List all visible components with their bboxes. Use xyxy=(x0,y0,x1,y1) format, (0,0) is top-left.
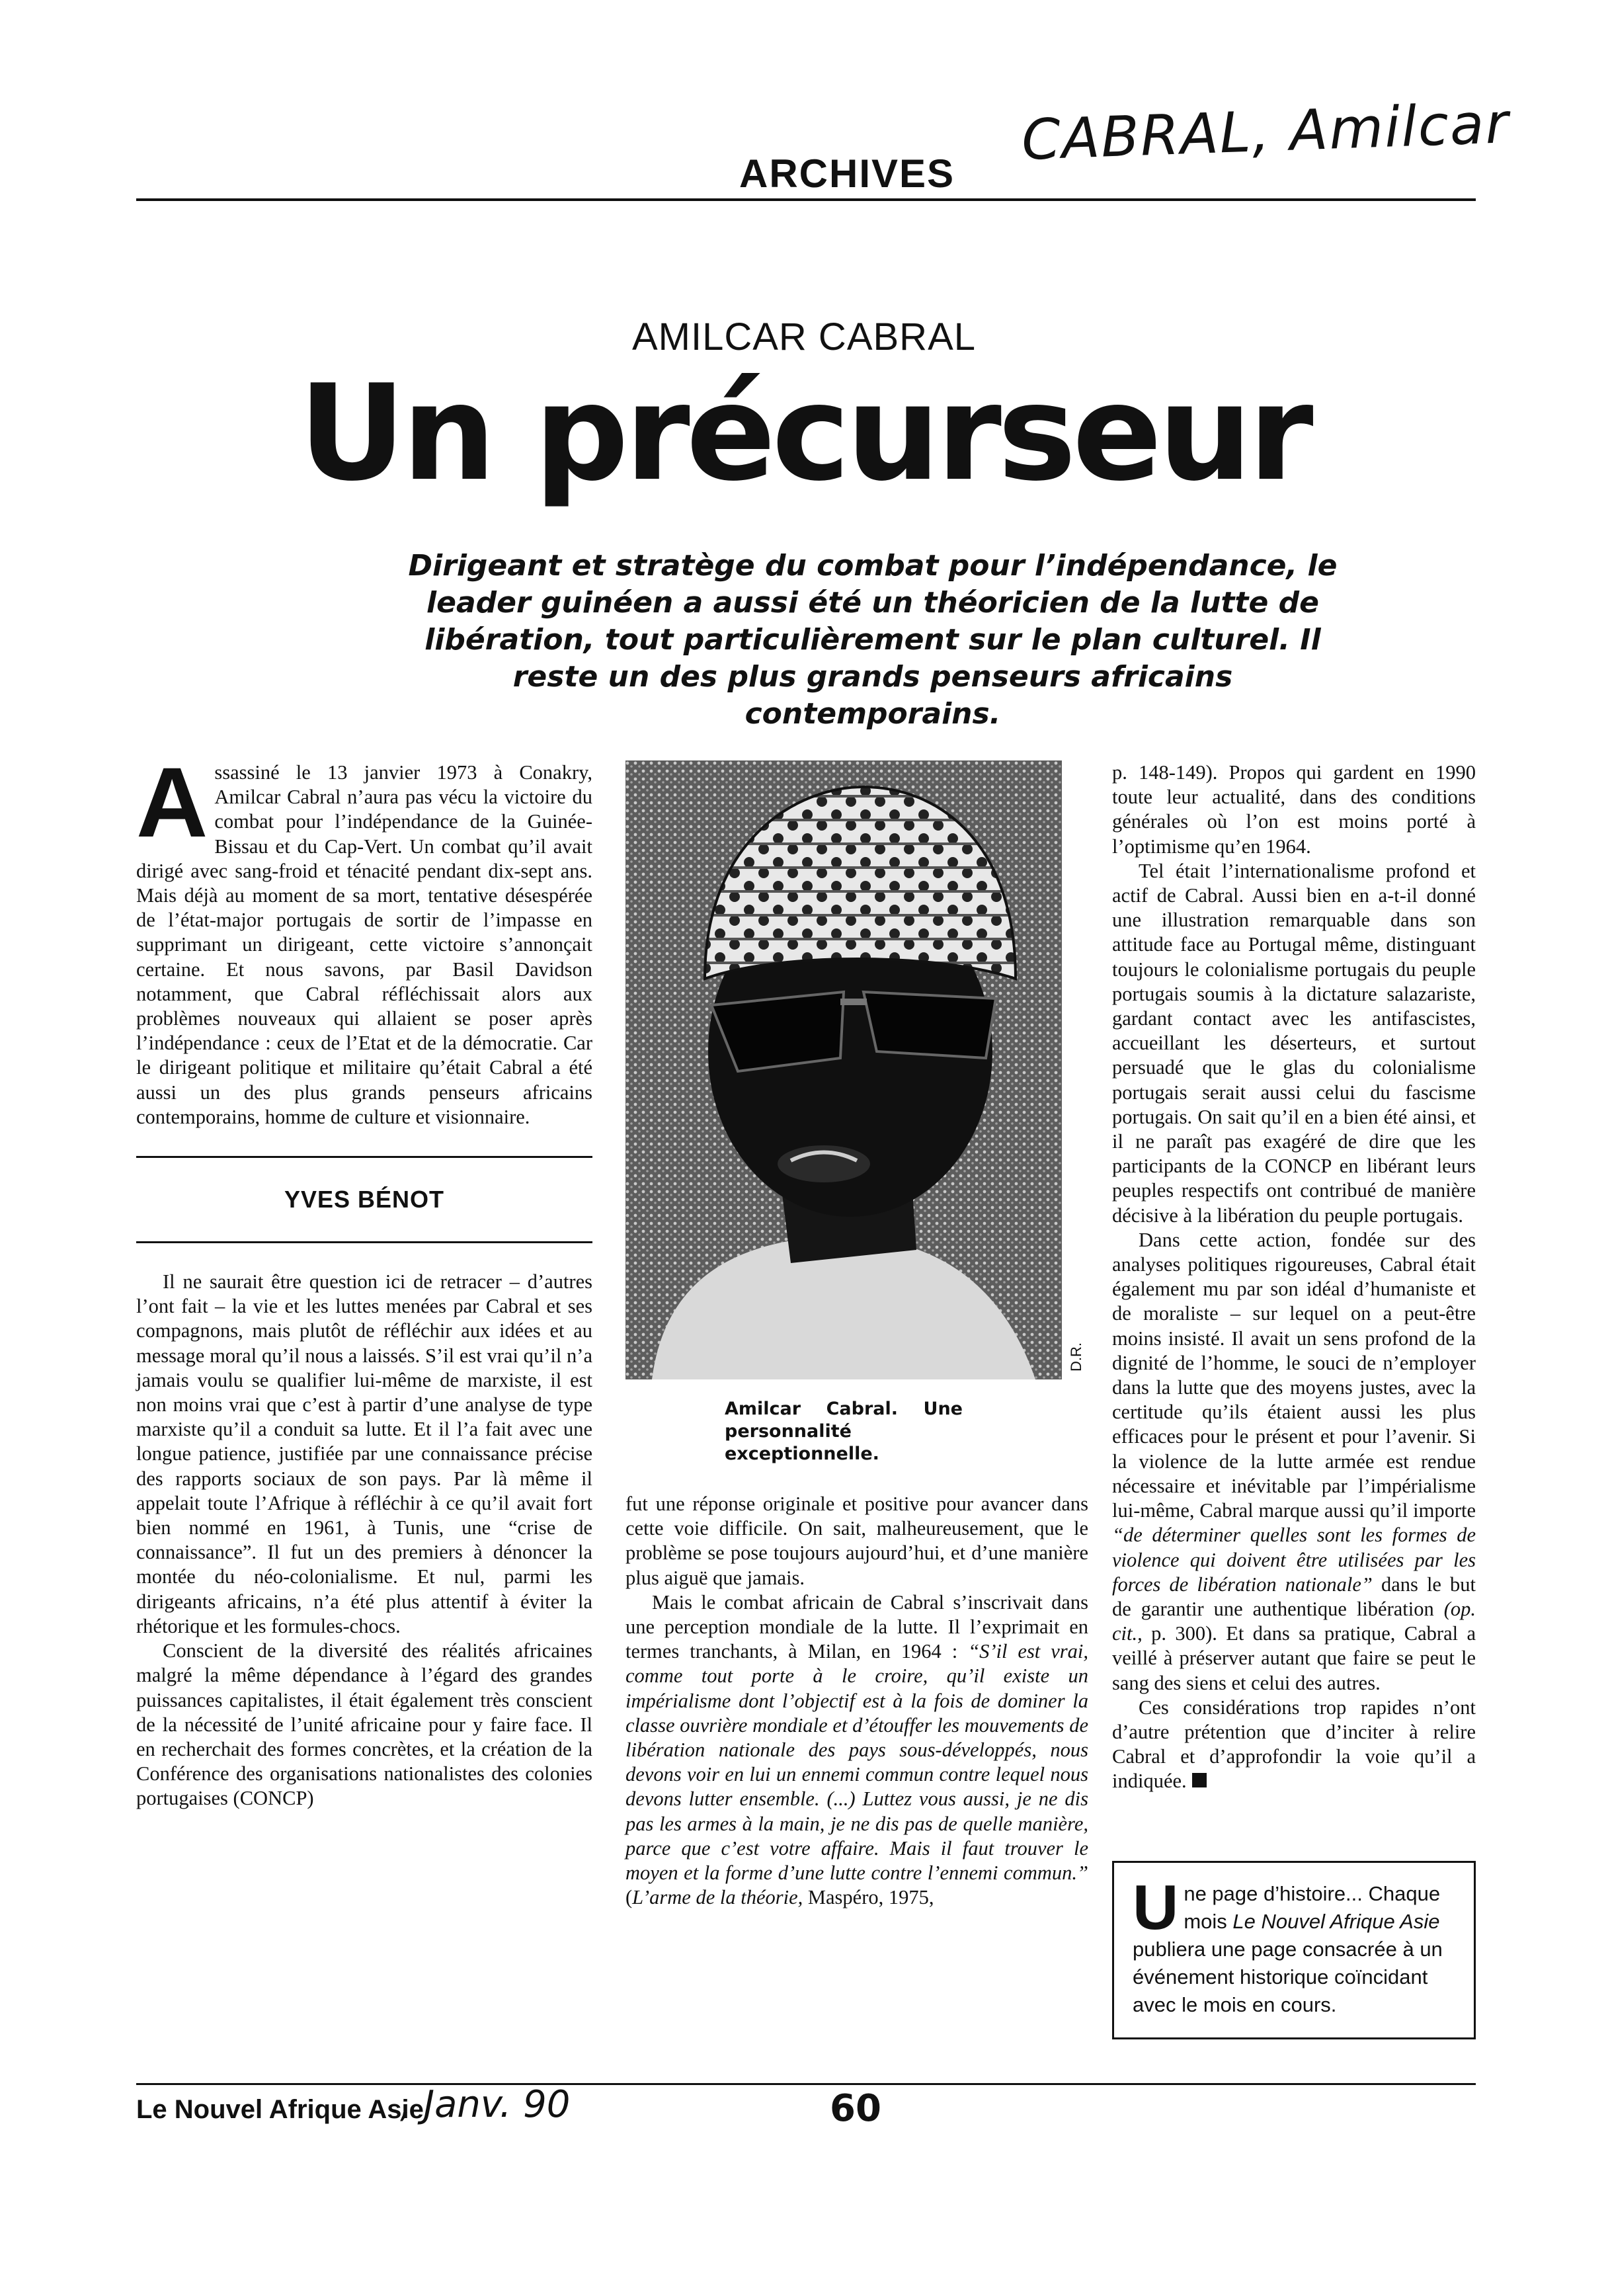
article-lede: Dirigeant et stratège du combat pour l’indépendance, le leader guinéen a aussi été un théoricien de la lutte de libération, tout particulièrement sur le plan culturel. Il reste un des plus grands penseurs africains contemporains. xyxy=(408,549,1338,731)
article-column-3 xyxy=(1112,760,1476,1794)
body-paragraph: Mais le combat africain de Cabral s’inscrivait dans une perception mondiale de la lutte. Il l’exprimait en termes tranchants, à Milan, en 1964 : “S’il est vrai, comme tout porte à le croire, qu’il existe un impérialisme dont l’objectif est à la fois de dominer la classe ouvrière mondiale et d’étouffer les mouvements de libération nationale des pays sous-développés, nous devons voir en lui un ennemi commun contre lequel nous devons lutter ensemble. (...) Luttez vous aussi, je ne dis pas les armes à la main, je ne dis pas de quelle manière, parce que c’est votre affaire. Mais il faut trouver le moyen et la forme d’une lutte contre l’ennemi commun.” (L’arme de la théorie, Maspéro, 1975, xyxy=(625,1590,1088,1909)
publication-name: Le Nouvel Afrique Asie xyxy=(136,2095,424,2124)
body-paragraph: Il ne saurait être question ici de retracer – d’autres l’ont fait – la vie et les luttes menées par Cabral et ses compagnons, mais plutôt de réfléchir aux idées et au message moral qu’il nous a laissés. S’il est vrai qu’il n’a jamais voulu se qualifier lui-même de marxiste, il est non moins vrai que c’est à partir d’une analyse de type marxiste qu’il a conduit sa lutte. Et il l’a fait avec une longue patience, justifiée par une connaissance précise des rapports sociaux de son pays. Par là même il appelait toute l’Afrique à réfléchir à ce qu’il avait fort bien nommé en 1961, à Tunis, une “crise de connaissance”. Il fut un des premiers à dénoncer la montée du néo-colonialisme. Et nul, parmi les dirigeants africains, n’a été plus attentif à éviter la rhétorique et les formules-chocs. xyxy=(136,1270,592,1637)
byline-box xyxy=(136,1156,592,1243)
photo-credit: D.R. xyxy=(1067,1342,1084,1372)
handwritten-date: , Janv. 90 xyxy=(400,2083,571,2126)
promo-box: Une page d’histoire... Chaque mois Le Nouvel Afrique Asie publiera une page consacrée à un événement historique coïncidant avec le mois en cours. xyxy=(1112,1861,1476,2039)
drop-cap: A xyxy=(136,747,208,858)
section-label: ARCHIVES xyxy=(739,151,955,196)
magazine-name: Le Nouvel Afrique Asie xyxy=(1232,1910,1440,1933)
article-kicker: AMILCAR CABRAL xyxy=(631,315,977,358)
header-rule xyxy=(136,198,1476,201)
cabral-quote: “S’il est vrai, comme tout porte à le croire, qu’il existe un impérialisme dont l’objectif est à la fois de dominer la classe ouvrière mondiale et d’étouffer les mouvements de libération nationale des pays sous-développés, nous devons voir en lui un ennemi commun contre lequel nous devons lutter ensemble. (...) Luttez vous aussi, je ne dis pas les armes à la main, je ne dis pas de quelle manière, parce que c’est votre affaire. Mais il faut trouver le moyen et la forme d’une lutte contre l’ennemi commun.” xyxy=(625,1640,1088,1885)
article-column-2 xyxy=(625,760,1088,1910)
citation: (op. cit., xyxy=(1112,1597,1476,1645)
photo-caption: Amilcar Cabral. Une personnalité exceptionnelle. xyxy=(725,1399,963,1464)
body-paragraph: Conscient de la diversité des réalités africaines malgré la même dépendance à l’égard des grandes puissances capitalistes, il était également très conscient de la nécessité de l’unité africaine pour y faire face. Il en recherchait des formes concrètes, et la création de la Conférence des organisations nationalistes des colonies portugaises (CONCP) xyxy=(136,1639,592,1810)
body-paragraph: Tel était l’internationalisme profond et actif de Cabral. Aussi bien en a-t-il donné une illustration remarquable dans son attitude face au Portugal même, distinguant toujours le colonialisme portugais du peuple portugais soumis à la dictature salazariste, gardant contact avec les antifascistes, accueillant les déserteurs, et surtout persuadé que le glas du colonialisme portugais serait aussi celui du fascisme portugais. On sait qu’il en a bien été ainsi, et il ne paraît pas exagéré de dire que les participants de la CONCP en libérant leurs peuples respectifs ont contribué de manière décisive à la libération du peuple portugais. xyxy=(1112,859,1476,1227)
footer-rule xyxy=(136,2083,1476,2085)
body-paragraph: Dans cette action, fondée sur des analyses politiques rigoureuses, Cabral était également mu par son idéal d’humaniste et de moraliste – sur lequel on a peut-être moins insisté. Il avait un sens profond de la dignité de l’homme, le souci de n’employer dans la lutte que des moyens justes, avec la certitude qu’ils étaient aussi les plus efficaces pour le présent et pour l’avenir. Si la violence de la lutte armée est rendue nécessaire et inévitable par l’impérialisme lui-même, Cabral marque aussi qu’il importe “de déterminer quelles sont les formes de violence qui doivent être utilisées par les forces de libération nationale” dans le but de garantir une authentique libération (op. cit., p. 300). Et dans sa pratique, Cabral a veillé à préserver autant que faire se peut le sang des siens et celui des autres. xyxy=(1112,1228,1476,1694)
closing-paragraph: Ces considérations trop rapides n’ont d’autre prétention que d’inciter à relire Cabral et d’approfondir la voie qu’il a indiquée. xyxy=(1112,1696,1476,1793)
body-paragraph: p. 148-149). Propos qui gardent en 1990 toute leur actualité, dans des conditions générales où l’on est moins porté à l’optimisme qu’en 1964. xyxy=(1112,761,1476,858)
body-paragraph: fut une réponse originale et positive pour avancer dans cette voie difficile. On sait, malheureusement, que le problème se pose toujours aujourd’hui, et d’une manière plus aiguë que jamais. xyxy=(625,1493,1088,1589)
handwritten-annotation: CABRAL, Amilcar xyxy=(1020,91,1511,173)
article-headline: Un précurseur xyxy=(298,356,1310,511)
author-byline: YVES BÉNOT xyxy=(284,1186,445,1213)
cabral-quote: “de déterminer quelles sont les formes de violence qui doivent être utilisées par les forces de libération nationale” xyxy=(1112,1524,1476,1596)
article-column-1 xyxy=(136,747,592,1811)
end-mark-icon xyxy=(1192,1773,1207,1787)
promo-drop-cap: U xyxy=(1133,1872,1179,1943)
source-title: L’arme de la théorie, xyxy=(632,1886,803,1909)
portrait-figure xyxy=(625,760,1088,1379)
opening-paragraph: Assassiné le 13 janvier 1973 à Conakry, Amilcar Cabral n’aura pas vécu la victoire du combat pour l’indépendance de la Guinée-Bissau et du Cap-Vert. Un combat qu’il avait dirigé avec sang-froid et ténacité pendant dix-sept ans. Mais déjà au moment de sa mort, tentative désespérée de l’état-major portugais de sortir de l’impasse en supprimant un dirigeant, cette victoire s’annonçait certaine. Et nous savons, par Basil Davidson notamment, que Cabral réfléchissait alors aux problèmes nouveaux qui allaient se poser après l’indépendance : ceux de l’Etat et de la démocratie. Car le dirigeant politique et militaire qu’était Cabral a été aussi un des plus grands penseurs africains contemporains, homme de culture et visionnaire. xyxy=(136,747,592,1128)
page-number: 60 xyxy=(830,2087,881,2130)
portrait-photo xyxy=(625,760,1062,1379)
